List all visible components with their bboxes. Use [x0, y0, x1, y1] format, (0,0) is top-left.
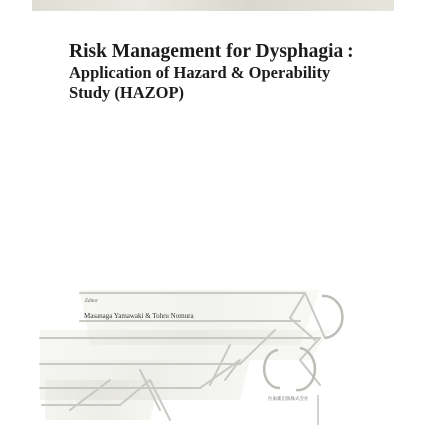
- book-title-line-2: Application of Hazard & Operability: [69, 63, 331, 82]
- book-title-line-1: Risk Management for Dysphagia :: [69, 41, 354, 62]
- editor-names: Masanaga Yamawaki & Tohru Nomura: [84, 312, 194, 320]
- title-block: [69, 40, 389, 103]
- editor-label: Editor: [85, 299, 98, 304]
- publisher-name: 医歯薬出版株式会社: [268, 396, 309, 401]
- texture-band-2: [40, 330, 330, 360]
- book-title-line-3: Study (HAZOP): [69, 83, 185, 102]
